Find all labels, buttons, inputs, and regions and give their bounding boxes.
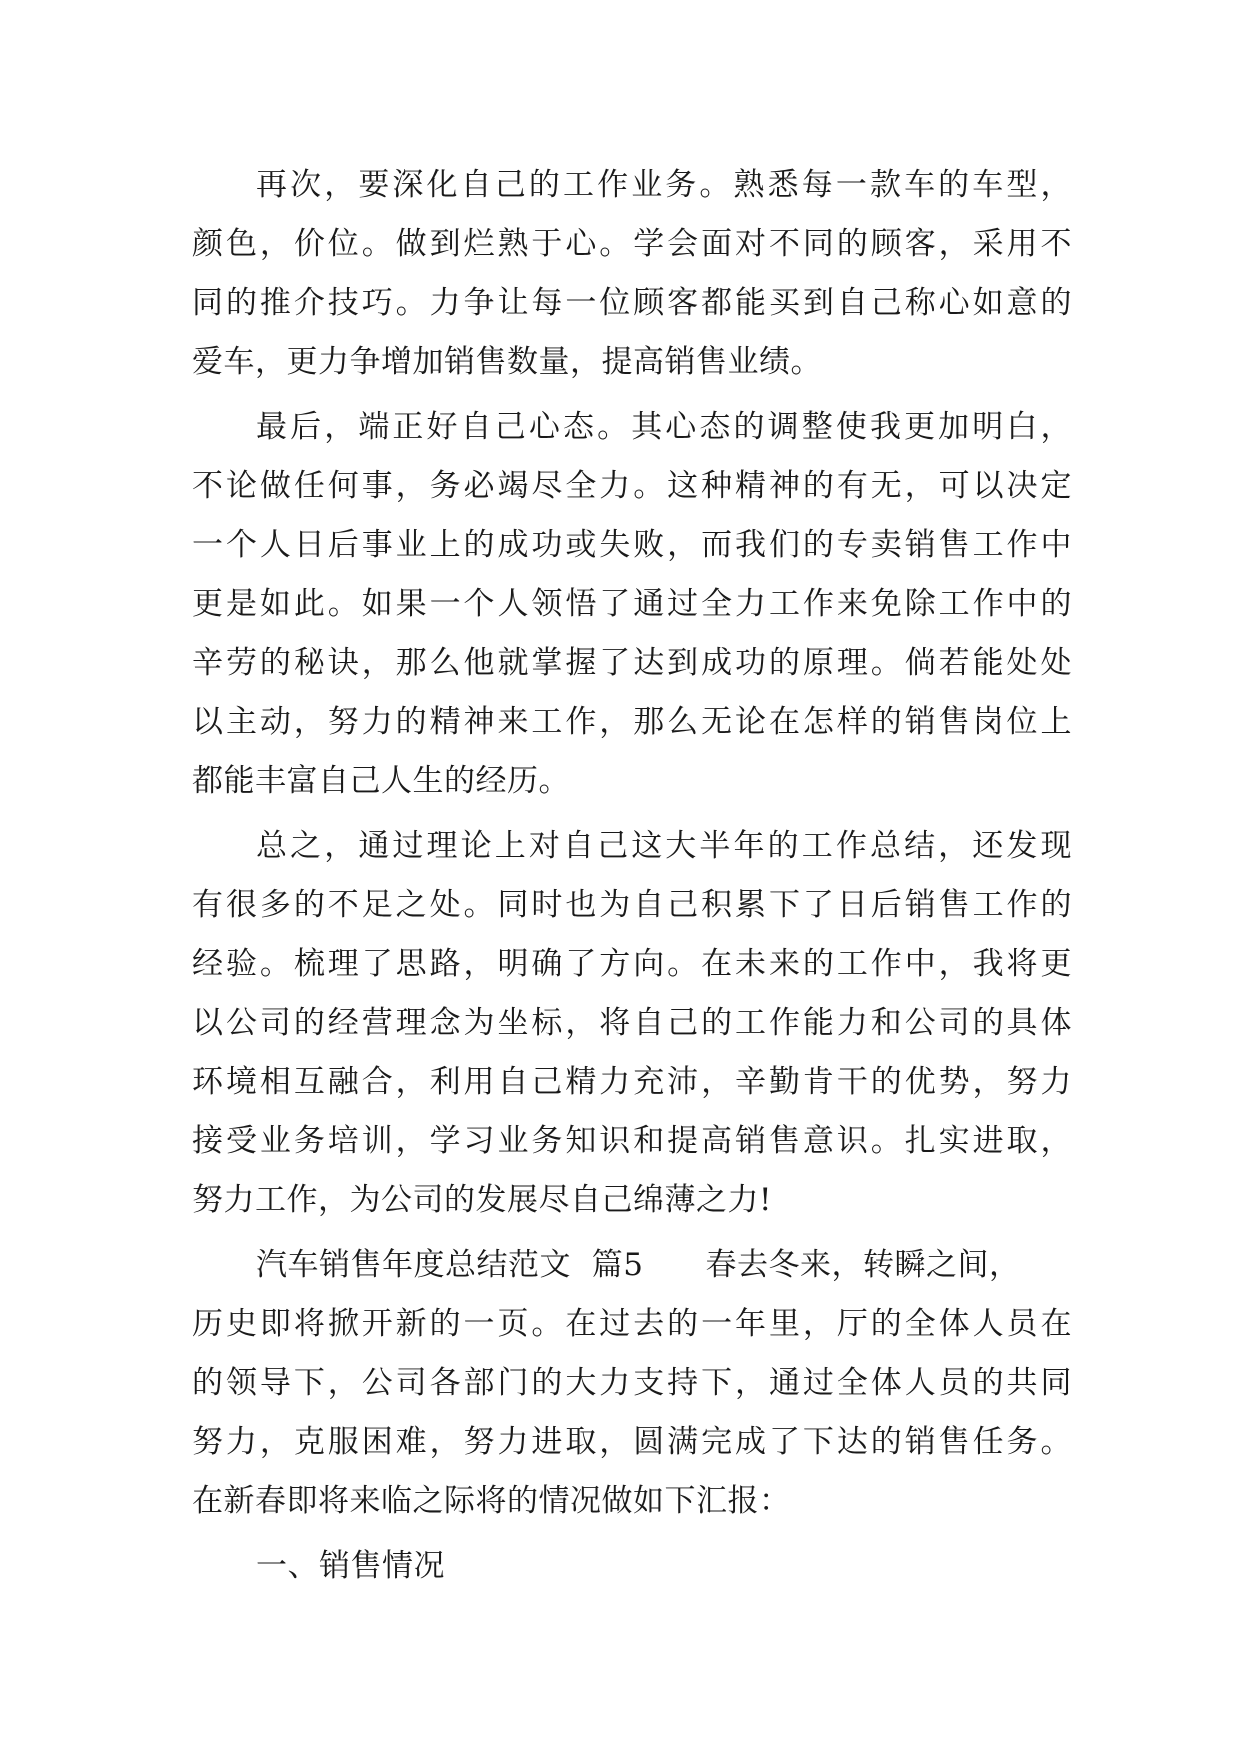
paragraph bbox=[192, 1236, 1072, 1531]
text-line: 历史即将掀开新的一页。在过去的一年里，厅的全体人员在 bbox=[192, 1306, 1072, 1342]
text-line: 更是如此。如果一个人领悟了通过全力工作来免除工作中的 bbox=[192, 586, 1072, 622]
text-line: 的领导下，公司各部门的大力支持下，通过全体人员的共同 bbox=[192, 1365, 1072, 1401]
text-line: 以公司的经营理念为坐标，将自己的工作能力和公司的具体 bbox=[192, 1005, 1072, 1041]
text-line: 再次，要深化自己的工作业务。熟悉每一款车的车型， bbox=[256, 167, 1072, 203]
text-line: 辛劳的秘诀，那么他就掌握了达到成功的原理。倘若能处处 bbox=[192, 645, 1072, 681]
text-line: 同的推介技巧。力争让每一位顾客都能买到自己称心如意的 bbox=[192, 285, 1072, 321]
paragraph bbox=[192, 156, 1072, 392]
text-line: 经验。梳理了思路，明确了方向。在未来的工作中，我将更 bbox=[192, 946, 1072, 982]
text-line: 以主动，努力的精神来工作，那么无论在怎样的销售岗位上 bbox=[192, 704, 1072, 740]
text-line: 接受业务培训，学习业务知识和提高销售意识。扎实进取， bbox=[192, 1123, 1072, 1159]
text-line: 颜色，价位。做到烂熟于心。学会面对不同的顾客，采用不 bbox=[192, 226, 1072, 262]
document-body bbox=[192, 156, 1072, 1596]
section-heading bbox=[192, 1537, 1072, 1596]
text-line: 最后，端正好自己心态。其心态的调整使我更加明白， bbox=[256, 409, 1072, 445]
text-line: 努力，克服困难，努力进取，圆满完成了下达的销售任务。 bbox=[192, 1424, 1072, 1460]
text-line: 有很多的不足之处。同时也为自己积累下了日后销售工作的 bbox=[192, 887, 1072, 923]
text-line: 汽车销售年度总结范文 篇5 春去冬来，转瞬之间， bbox=[256, 1247, 1021, 1283]
text-line: 总之，通过理论上对自己这大半年的工作总结，还发现 bbox=[256, 828, 1072, 864]
text-line: 一、销售情况 bbox=[256, 1548, 445, 1584]
paragraph bbox=[192, 817, 1072, 1230]
text-line: 不论做任何事，务必竭尽全力。这种精神的有无，可以决定 bbox=[192, 468, 1072, 504]
text-line: 一个人日后事业上的成功或失败，而我们的专卖销售工作中 bbox=[192, 527, 1072, 563]
text-line: 环境相互融合，利用自己精力充沛，辛勤肯干的优势，努力 bbox=[192, 1064, 1072, 1100]
text-line: 都能丰富自己人生的经历。 bbox=[192, 763, 570, 799]
text-line: 努力工作，为公司的发展尽自己绵薄之力! bbox=[192, 1182, 772, 1218]
paragraph bbox=[192, 398, 1072, 811]
text-line: 爱车，更力争增加销售数量，提高销售业绩。 bbox=[192, 344, 822, 380]
text-line: 在新春即将来临之际将的情况做如下汇报： bbox=[192, 1483, 791, 1519]
